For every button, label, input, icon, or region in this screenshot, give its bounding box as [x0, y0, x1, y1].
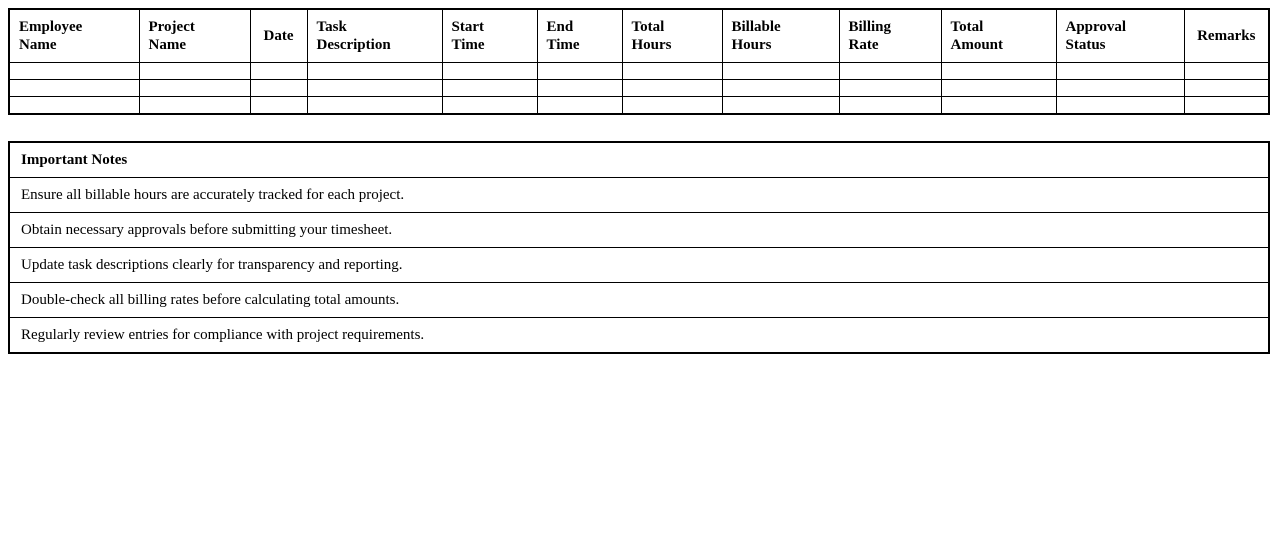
timesheet-cell [839, 63, 941, 80]
timesheet-cell [250, 97, 307, 115]
timesheet-cell [941, 97, 1056, 115]
column-header-label: Remarks [1197, 28, 1256, 44]
timesheet-table [8, 8, 1270, 115]
column-header-employee-name [9, 9, 139, 63]
timesheet-row [9, 97, 1269, 115]
timesheet-cell [139, 80, 250, 97]
timesheet-cell [1184, 80, 1269, 97]
column-header-task-description [307, 9, 442, 63]
column-header-total-amount [941, 9, 1056, 63]
note-row [9, 318, 1269, 354]
note-row [9, 178, 1269, 213]
timesheet-cell [537, 63, 622, 80]
column-header-date [250, 9, 307, 63]
column-header-end-time [537, 9, 622, 63]
timesheet-cell [139, 63, 250, 80]
timesheet-cell [9, 63, 139, 80]
note-text: Obtain necessary approvals before submitting your timesheet. [9, 213, 1269, 248]
timesheet-cell [622, 63, 722, 80]
note-text: Regularly review entries for compliance with project requirements. [9, 318, 1269, 354]
column-header-label: Approval Status [1065, 19, 1127, 53]
column-header-project-name [139, 9, 250, 63]
column-header-label: Start Time [451, 19, 485, 53]
column-header-label: Task Description [316, 19, 391, 53]
timesheet-cell [622, 97, 722, 115]
timesheet-cell [307, 80, 442, 97]
note-text: Update task descriptions clearly for transparency and reporting. [9, 248, 1269, 283]
column-header-label: End Time [546, 19, 580, 53]
timesheet-cell [307, 97, 442, 115]
timesheet-cell [839, 80, 941, 97]
column-header-approval-status [1056, 9, 1184, 63]
timesheet-cell [9, 97, 139, 115]
timesheet-body [9, 63, 1269, 115]
column-header-label: Billable Hours [731, 19, 781, 53]
column-header-label: Billing Rate [848, 19, 892, 53]
timesheet-cell [537, 97, 622, 115]
timesheet-cell [941, 63, 1056, 80]
column-header-billable-hours [722, 9, 839, 63]
note-text: Ensure all billable hours are accurately tracked for each project. [9, 178, 1269, 213]
timesheet-cell [250, 80, 307, 97]
column-header-total-hours [622, 9, 722, 63]
column-header-label: Project Name [148, 19, 195, 53]
column-header-label: Date [263, 28, 294, 44]
timesheet-cell [722, 80, 839, 97]
timesheet-cell [9, 80, 139, 97]
timesheet-cell [250, 63, 307, 80]
timesheet-cell [537, 80, 622, 97]
timesheet-cell [442, 80, 537, 97]
notes-table [8, 141, 1270, 354]
timesheet-cell [442, 63, 537, 80]
note-text: Double-check all billing rates before calculating total amounts. [9, 283, 1269, 318]
timesheet-cell [622, 80, 722, 97]
timesheet-cell [941, 80, 1056, 97]
timesheet-cell [1184, 63, 1269, 80]
timesheet-cell [722, 63, 839, 80]
timesheet-cell [139, 97, 250, 115]
note-row [9, 248, 1269, 283]
timesheet-cell [1056, 63, 1184, 80]
timesheet-cell [442, 97, 537, 115]
column-header-label: Total Amount [950, 19, 1004, 53]
timesheet-cell [1184, 97, 1269, 115]
column-header-label: Employee Name [19, 19, 83, 53]
notes-header-row [9, 142, 1269, 178]
column-header-billing-rate [839, 9, 941, 63]
timesheet-cell [839, 97, 941, 115]
note-row [9, 283, 1269, 318]
column-header-label: Total Hours [631, 19, 672, 53]
timesheet-cell [722, 97, 839, 115]
timesheet-header-row [9, 9, 1269, 63]
column-header-remarks [1184, 9, 1269, 63]
timesheet-row [9, 80, 1269, 97]
note-row [9, 213, 1269, 248]
timesheet-cell [1056, 80, 1184, 97]
column-header-start-time [442, 9, 537, 63]
timesheet-cell [1056, 97, 1184, 115]
notes-title: Important Notes [9, 142, 1269, 178]
timesheet-cell [307, 63, 442, 80]
timesheet-row [9, 63, 1269, 80]
